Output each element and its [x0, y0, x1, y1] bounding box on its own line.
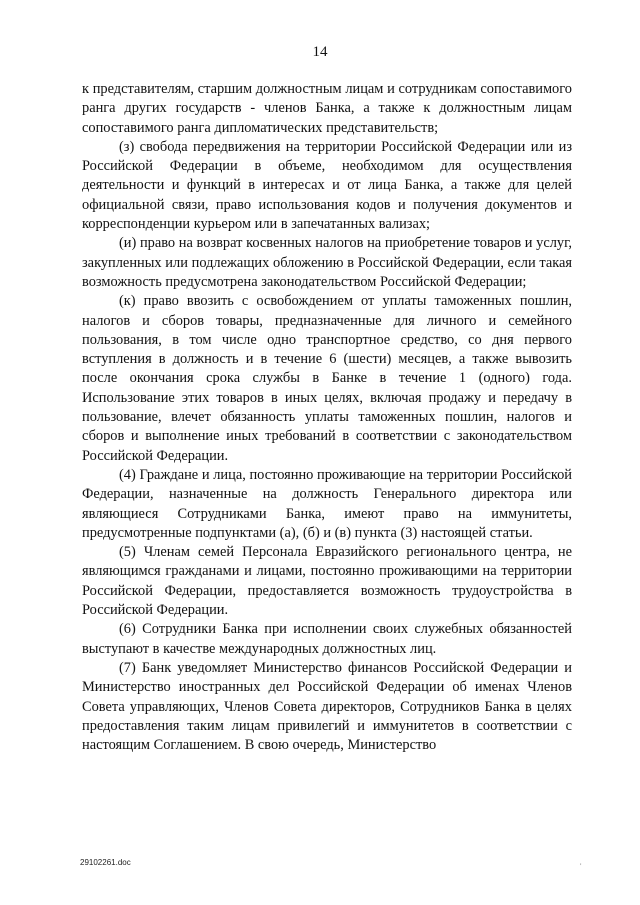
footer-file-name: 29102261.doc — [80, 858, 131, 867]
paragraph-z-freedom-of-movement: (з) свобода передвижения на территории Российской Федерации или из Российской Федерации в объеме, необходимом для осуществления деятельности и функций в интересах и от лица Банка, а также для целей официальной связи, право использования кодов и получения документов и корреспонденции курьером или в запечатанных вализах; — [82, 138, 572, 233]
paragraph-4-citizens-immunities: (4) Граждане и лица, постоянно проживающие на территории Российской Федерации, назначенные на должность Генерального директора или являющиеся Сотрудниками Банка, имеют право на иммунитеты, предусмотренные подпунктами (а), (б) и (в) пункта (3) настоящей статьи. — [82, 466, 572, 541]
paragraph-i-tax-refund: (и) право на возврат косвенных налогов на приобретение товаров и услуг, закупленных или подлежащих обложению в Российской Федерации, если такая возможность предусмотрена законодательством Российской Федерации; — [82, 235, 572, 290]
paragraph-6-international-officials: (6) Сотрудники Банка при исполнении своих служебных обязанностей выступают в качестве международных должностных лиц. — [82, 621, 572, 657]
footer-mark: , — [580, 860, 582, 866]
paragraph-k-customs-exemption: (к) право ввозить с освобождением от уплаты таможенных пошлин, налогов и сборов товары, предназначенные для личного и семейного пользования, в том числе одно транспортное средство, со дня первого вступления в должность и в течение 6 (шести) месяцев, а также вывозить после окончания срока службы в Банке в течение 1 (одного) года. Использование этих товаров в иных целях, включая продажу и передачу в пользование, влечет обязанность уплаты таможенных пошлин, налогов и сборов и выполнение иных требований в соответствии с законодательством Российской Федерации. — [82, 293, 572, 464]
page-number: 14 — [312, 44, 328, 60]
document-body — [82, 80, 572, 755]
paragraph-7-bank-notification: (7) Банк уведомляет Министерство финансов Российской Федерации и Министерство иностранных дел Российской Федерации об именах Членов Совета управляющих, Членов Совета директоров, Сотрудников Банка в целях предоставления таким лицам привилегий и иммунитетов в соответствии с настоящим Соглашением. В свою очередь, Министерство — [82, 659, 572, 754]
paragraph-5-family-employment: (5) Членам семей Персонала Евразийского регионального центра, не являющимся гражданами и лицами, постоянно проживающими на территории Российской Федерации, предоставляется возможность трудоустройства в Российской Федерации. — [82, 544, 572, 619]
paragraph-continuation: к представителям, старшим должностным лицам и сотрудникам сопоставимого ранга других государств - членов Банка, а также к должностным лицам сопоставимого ранга дипломатических представительств; — [82, 81, 572, 136]
